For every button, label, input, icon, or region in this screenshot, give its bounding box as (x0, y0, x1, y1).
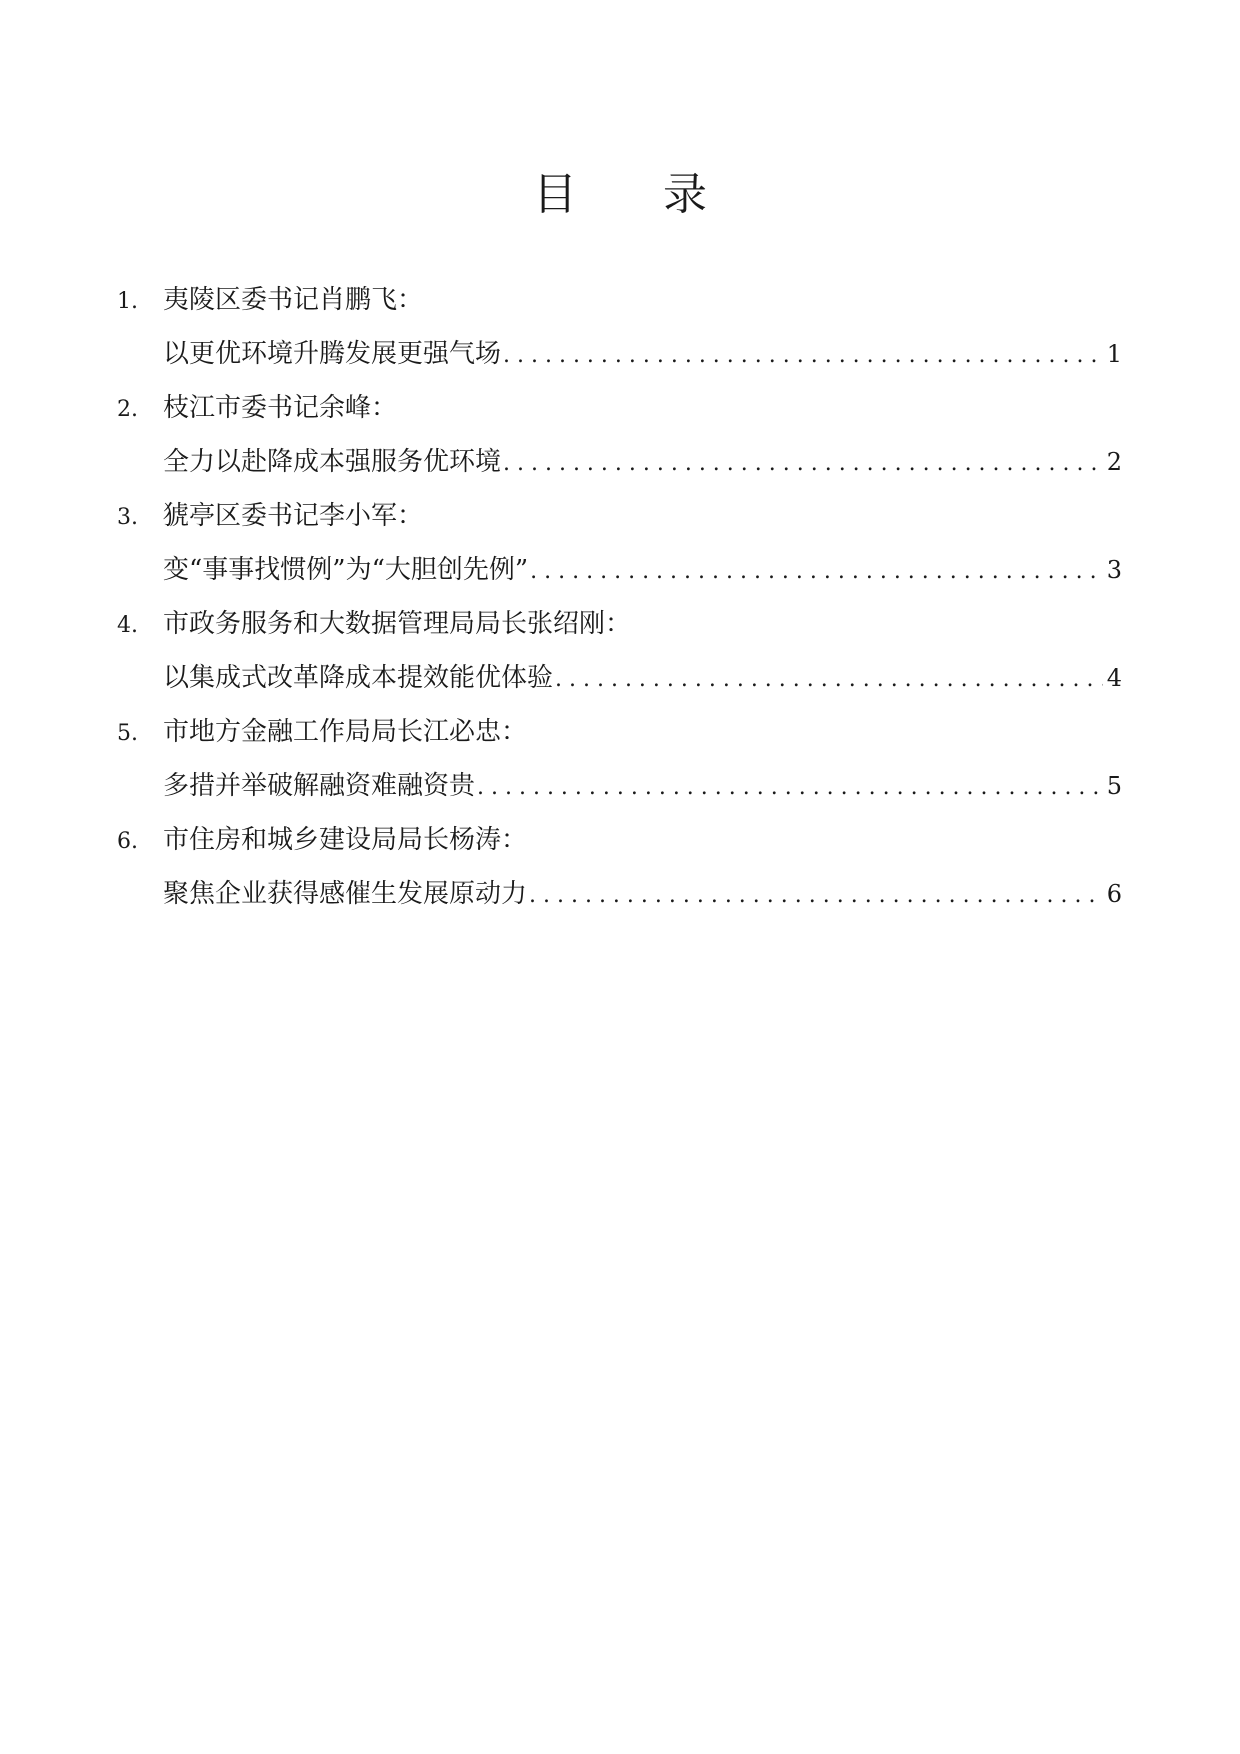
dot-leader (503, 331, 1103, 381)
toc-entry-line (163, 329, 1122, 379)
toc-entry-author: 市住房和城乡建设局局长杨涛： (163, 825, 528, 855)
toc-entry-line (163, 761, 1122, 811)
toc-entry-6[interactable] (117, 815, 1122, 923)
toc-entry-1[interactable] (117, 275, 1122, 383)
toc-entry-head (117, 707, 527, 757)
toc-entry-head (117, 383, 397, 433)
toc-entry-2[interactable] (117, 383, 1122, 491)
toc-title: 目 录 (533, 169, 743, 220)
toc-entry-author: 市政务服务和大数据管理局局长张绍刚： (163, 609, 632, 639)
toc-entry-author: 枝江市委书记余峰： (163, 393, 398, 423)
toc-entry-subject[interactable]: 以更优环境升腾发展更强气场 (163, 339, 502, 369)
toc-entry-subject[interactable]: 聚焦企业获得感催生发展原动力 (163, 879, 528, 909)
dot-leader (503, 439, 1103, 489)
toc-entry-number: 4. (117, 613, 138, 638)
dot-leader (530, 547, 1103, 597)
toc-entry-subject[interactable]: 全力以赴降成本强服务优环境 (163, 447, 502, 477)
toc-entry-line (163, 869, 1122, 919)
toc-entry-author: 夷陵区委书记肖鹏飞： (163, 285, 424, 315)
toc-entry-page-number[interactable]: 1 (1106, 340, 1122, 368)
toc-entry-page-number[interactable]: 5 (1106, 772, 1122, 800)
toc-entry-subject[interactable]: 多措并举破解融资难融资贵 (163, 771, 476, 801)
toc-entry-page-number[interactable]: 2 (1106, 448, 1122, 476)
dot-leader (529, 871, 1103, 921)
toc-entry-page-number[interactable]: 4 (1106, 664, 1122, 692)
toc-entry-line (163, 653, 1122, 703)
toc-entry-head (117, 275, 423, 325)
toc-entry-subject[interactable]: 以集成式改革降成本提效能优体验 (163, 663, 554, 693)
toc-entry-head (117, 815, 527, 865)
toc-entry-head (117, 599, 631, 649)
dot-leader (555, 655, 1103, 705)
toc-entry-number: 1. (117, 289, 138, 314)
toc-list (117, 275, 1122, 923)
toc-entry-author: 猇亭区委书记李小军： (163, 501, 424, 531)
toc-entry-page-number[interactable]: 3 (1106, 556, 1122, 584)
dot-leader (477, 763, 1103, 813)
toc-entry-3[interactable] (117, 491, 1122, 599)
toc-entry-head (117, 491, 423, 541)
toc-entry-5[interactable] (117, 707, 1122, 815)
toc-entry-number: 2. (117, 397, 138, 422)
toc-entry-4[interactable] (117, 599, 1122, 707)
toc-entry-line (163, 437, 1122, 487)
toc-entry-number: 3. (117, 505, 138, 530)
toc-entry-number: 5. (117, 721, 138, 746)
toc-entry-author: 市地方金融工作局局长江必忠： (163, 717, 528, 747)
toc-entry-subject[interactable]: 变“事事找惯例”为“大胆创先例” (163, 555, 529, 585)
toc-entry-line (163, 545, 1122, 595)
toc-entry-number: 6. (117, 829, 138, 854)
toc-entry-page-number[interactable]: 6 (1106, 880, 1122, 908)
